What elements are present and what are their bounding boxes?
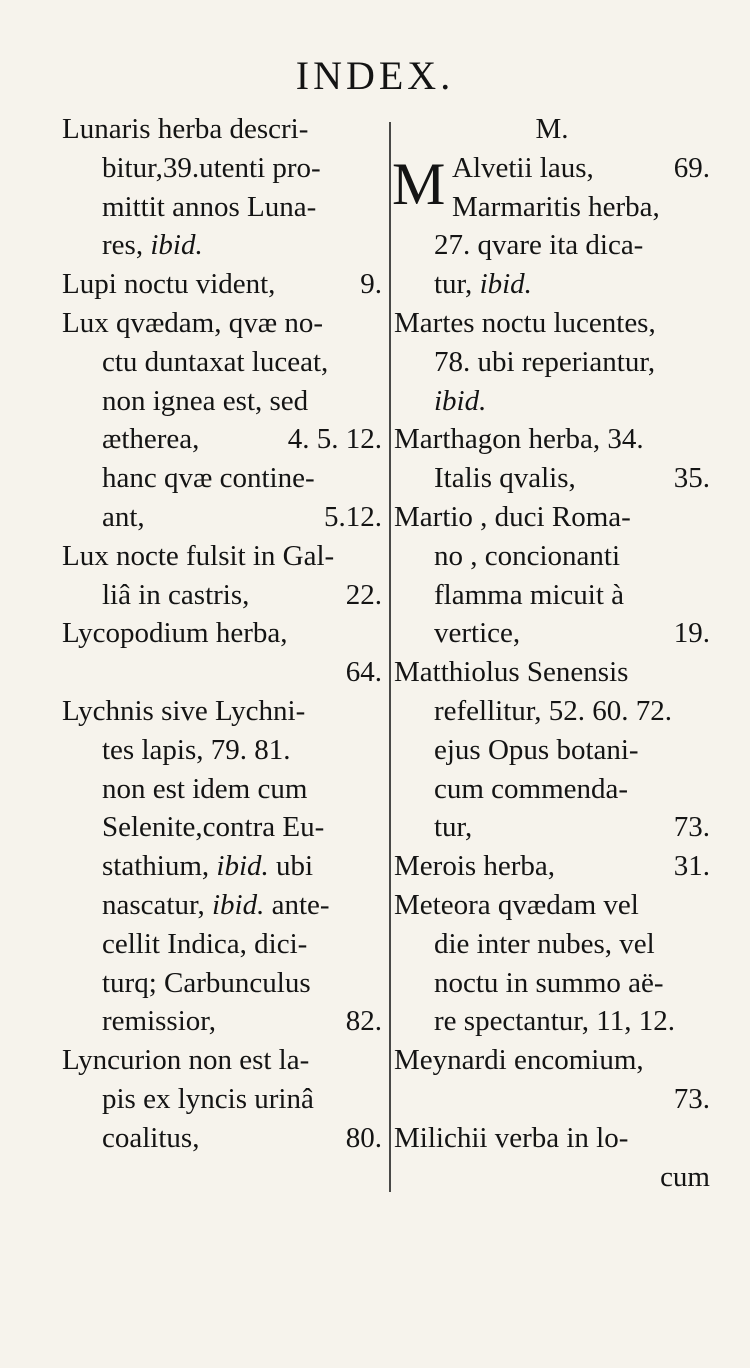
index-entry-line	[394, 653, 710, 692]
page-reference: 22.	[345, 578, 382, 611]
page-reference: 69.	[673, 151, 710, 184]
entry-text: tur,	[434, 268, 473, 301]
entry-text: Martio , duci Roma-	[394, 500, 631, 533]
entry-text: tes lapis, 79. 81.	[102, 733, 291, 766]
entry-text: stathium,	[102, 850, 210, 883]
index-entry-line	[394, 420, 710, 459]
entry-text-continued: ubi	[268, 850, 314, 883]
index-entry-line	[62, 964, 382, 1003]
page-reference: 73.	[673, 1082, 710, 1115]
index-entry-line	[62, 925, 382, 964]
entry-text: non est idem cum	[102, 772, 308, 805]
entry-text: pis ex lyncis urinâ	[102, 1082, 314, 1115]
index-entry-line	[62, 847, 382, 886]
entry-text: Meteora qvædam vel	[394, 888, 639, 921]
entry-reference-ibid: ibid.	[479, 268, 532, 301]
index-entry-line	[62, 226, 382, 265]
index-entry-line	[394, 537, 710, 576]
left-index-column	[62, 110, 382, 1158]
index-entry-line	[394, 226, 710, 265]
entry-text: cellit Indica, dici-	[102, 927, 308, 960]
index-entry-line	[62, 653, 382, 692]
index-entry-line	[62, 343, 382, 382]
column-divider	[389, 122, 391, 1192]
entry-text: bitur,39.utenti pro-	[102, 151, 321, 184]
entry-text: tur,	[434, 811, 473, 844]
entry-text: res,	[102, 229, 144, 262]
entry-text: ætherea,	[102, 423, 200, 456]
page-reference: 4. 5. 12.	[287, 423, 382, 456]
index-entry-line	[62, 1041, 382, 1080]
section-letter: M.	[535, 113, 569, 145]
index-entry-line	[394, 498, 710, 537]
index-entry-line	[394, 343, 710, 382]
index-entry-line	[62, 188, 382, 227]
entry-text: 78. ubi reperiantur,	[434, 345, 656, 378]
index-entry-line	[62, 731, 382, 770]
entry-text: die inter nubes, vel	[434, 927, 655, 960]
entry-text: Lychnis sive Lychni-	[62, 694, 306, 727]
page-reference: 31.	[673, 850, 710, 883]
entry-text: Milichii verba in lo-	[394, 1121, 629, 1154]
index-entry-line	[62, 304, 382, 343]
index-entry-line	[62, 1080, 382, 1119]
index-entry-line	[394, 808, 710, 847]
entry-text: Merois herba,	[394, 850, 556, 883]
index-entry-line	[62, 420, 382, 459]
index-entry-line	[394, 1080, 710, 1119]
page-reference: 64.	[345, 656, 382, 689]
entry-text: Matthiolus Senensis	[394, 656, 629, 689]
index-entry-line	[62, 459, 382, 498]
index-entry-line	[394, 265, 710, 304]
index-entry-line	[394, 382, 710, 421]
entry-text: no , concionanti	[434, 539, 621, 572]
right-index-column	[394, 110, 710, 1196]
entry-text: Lunaris herba descri-	[62, 113, 309, 145]
drop-cap-letter: M	[392, 151, 446, 217]
index-entry-line	[394, 1002, 710, 1041]
entry-text: noctu in summo aë-	[434, 966, 664, 999]
index-entry-line	[394, 149, 710, 188]
index-entry-line	[62, 498, 382, 537]
page-reference: 9.	[360, 268, 382, 301]
index-entry-line	[394, 614, 710, 653]
page-header: INDEX.	[295, 53, 455, 98]
index-entry-line	[394, 459, 710, 498]
entry-text: ctu duntaxat luceat,	[102, 345, 329, 378]
index-entry-line	[394, 925, 710, 964]
entry-text: Italis qvalis,	[434, 462, 576, 495]
page-reference: 5.12.	[324, 500, 382, 533]
page-reference: 35.	[673, 462, 710, 495]
entry-text-continued: ante-	[264, 888, 330, 921]
index-entry-line	[62, 382, 382, 421]
entry-reference-ibid: ibid.	[216, 850, 269, 883]
index-entry-line	[394, 770, 710, 809]
entry-text: 27. qvare ita dica-	[434, 229, 644, 262]
entry-reference-ibid: ibid.	[150, 229, 203, 262]
entry-text: Marmaritis herba,	[452, 190, 660, 223]
entry-text: liâ in castris,	[102, 578, 250, 611]
page-reference: 82.	[345, 1005, 382, 1038]
entry-text: Marthagon herba, 34.	[394, 423, 644, 456]
entry-text: Martes noctu lucentes,	[394, 306, 656, 339]
entry-text: coalitus,	[102, 1121, 200, 1154]
entry-text: ejus Opus botani-	[434, 733, 639, 766]
entry-text: vertice,	[434, 617, 521, 650]
index-entry-line	[394, 692, 710, 731]
index-entry-line	[394, 847, 710, 886]
entry-text: non ignea est, sed	[102, 384, 309, 417]
entry-text: nascatur,	[102, 888, 205, 921]
entry-text: ant,	[102, 500, 145, 533]
entry-text: Lyncurion non est la-	[62, 1044, 310, 1077]
page-reference: cum	[660, 1160, 710, 1193]
entry-text: Lycopodium herba,	[62, 617, 288, 650]
index-entry-line	[394, 304, 710, 343]
entry-text: flamma micuit à	[434, 578, 625, 611]
index-entry-line	[62, 149, 382, 188]
entry-text: cum commenda-	[434, 772, 629, 805]
index-entry-line	[394, 188, 710, 227]
index-entry-line	[62, 110, 382, 149]
index-entry-line	[62, 614, 382, 653]
index-entry-line	[62, 265, 382, 304]
page-reference: 80.	[345, 1121, 382, 1154]
index-entry-line	[394, 1041, 710, 1080]
entry-text: refellitur, 52. 60. 72.	[434, 694, 673, 727]
page-reference: 19.	[673, 617, 710, 650]
entry-text: Meynardi encomium,	[394, 1044, 644, 1077]
index-entry-line	[62, 1119, 382, 1158]
entry-text: re spectantur, 11, 12.	[434, 1005, 675, 1038]
index-entry-line	[394, 886, 710, 925]
index-entry-line	[394, 1158, 710, 1197]
index-entry-line	[62, 537, 382, 576]
index-entry-line	[394, 731, 710, 770]
entry-text: Lux qvædam, qvæ no-	[62, 306, 323, 339]
entry-text: turq; Carbunculus	[102, 966, 311, 999]
entry-reference-ibid: ibid.	[211, 888, 265, 921]
entry-text: hanc qvæ contine-	[102, 462, 315, 495]
index-entry-line	[62, 886, 382, 925]
entry-text: Alvetii laus,	[452, 151, 594, 184]
index-entry-line	[394, 964, 710, 1003]
index-entry-line	[394, 576, 710, 615]
entry-reference-ibid: ibid.	[434, 384, 487, 417]
entry-text: mittit annos Luna-	[102, 190, 317, 223]
index-entry-line	[394, 1119, 710, 1158]
entry-text: Lux nocte fulsit in Gal-	[62, 539, 335, 572]
page-reference: 73.	[673, 811, 710, 844]
entry-text: Selenite,contra Eu-	[102, 811, 325, 844]
index-entry-line	[62, 692, 382, 731]
index-entry-line	[62, 770, 382, 809]
entry-text: Lupi noctu vident,	[62, 268, 276, 301]
index-entry-line	[62, 576, 382, 615]
entry-text: remissior,	[102, 1005, 217, 1038]
index-entry-line	[62, 1002, 382, 1041]
index-entry-line	[62, 808, 382, 847]
